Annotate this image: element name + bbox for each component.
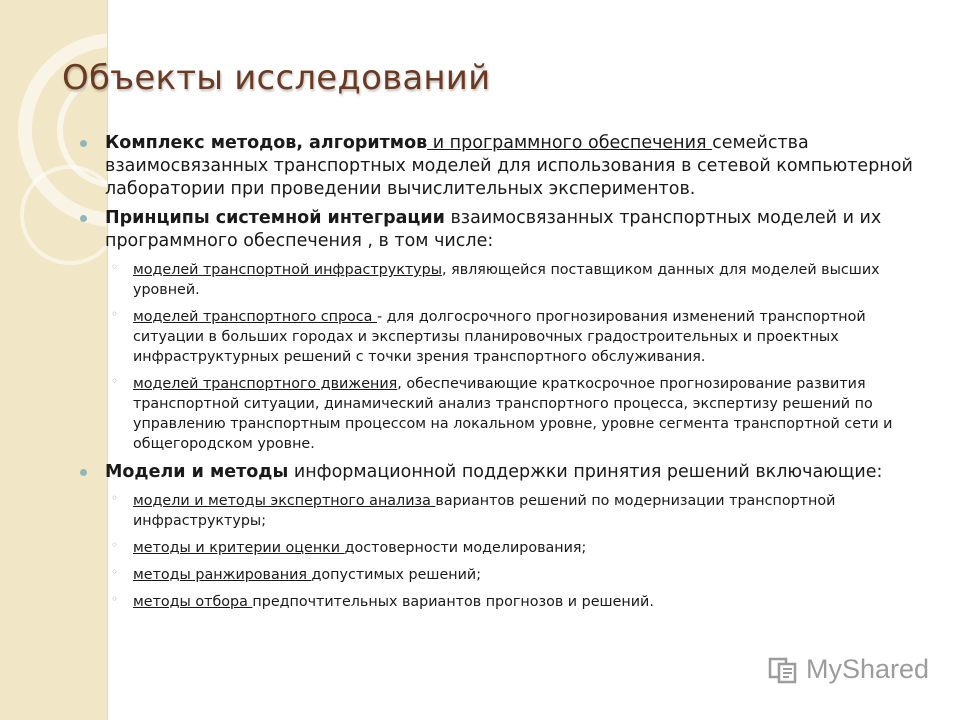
subitem-underlined-text: методы отбора — [133, 594, 253, 610]
bullet-text: взаимосвязанных транспортных моделей и их программного обеспечения , в том числе: — [105, 208, 882, 251]
subitem-underlined-text: методы и критерии оценки — [133, 540, 345, 556]
bullet-dot-icon — [80, 140, 87, 147]
bullet-dot-icon — [80, 215, 87, 222]
subitem-underlined-text: моделей транспортного движения — [133, 376, 398, 392]
ring-bullet-icon: ◦ — [111, 491, 119, 505]
subitem-underlined-text: методы ранжирования — [133, 567, 312, 583]
bullet-bold-text: Модели и методы — [105, 462, 289, 482]
ring-bullet-icon: ◦ — [111, 538, 119, 552]
myshared-logo-icon — [768, 656, 800, 684]
subitem-text: допустимых решений; — [311, 567, 482, 583]
bullet-system-integration — [80, 207, 930, 253]
subitem-text: достоверности моделирования; — [344, 540, 587, 556]
subitem-underlined-text: модели и методы экспертного анализа — [133, 493, 436, 509]
ring-bullet-icon: ◦ — [111, 307, 119, 321]
subitem-text: предпочтительных вариантов прогнозов и решений. — [252, 594, 654, 610]
bullet-underlined-text: и программного обеспечения — [427, 133, 713, 153]
subitem-infrastructure-models — [80, 260, 930, 300]
subitem-traffic-models — [80, 374, 930, 454]
subitem-underlined-text: моделей транспортного спроса — [133, 309, 377, 325]
bullet-text: семейства взаимосвязанных транспортных моделей для использования в сетевой компьютерной лаборатории при проведении вычислительных экспериментов. — [105, 133, 913, 199]
bullet-bold-text: Принципы системной интеграции — [105, 208, 445, 228]
subitem-ranking-methods — [80, 565, 930, 585]
watermark-text: MyShared — [806, 654, 930, 684]
subitem-text: , являющейся поставщиком данных для моделей высших уровней. — [133, 262, 880, 298]
subitem-underlined-text: моделей транспортной инфраструктуры — [133, 262, 442, 278]
subitem-expert-analysis — [80, 491, 930, 531]
subitem-demand-models — [80, 307, 930, 367]
ring-bullet-icon: ◦ — [111, 592, 119, 606]
bullet-dot-icon — [80, 469, 87, 476]
subitem-evaluation-criteria — [80, 538, 930, 558]
bullet-decision-support — [80, 461, 930, 484]
bullet-text: информационной поддержки принятия решений включающие: — [288, 462, 883, 482]
ring-bullet-icon: ◦ — [111, 260, 119, 274]
subitem-text: , обеспечивающие краткосрочное прогнозирование развития транспортной ситуации, динамический анализ транспортного процесса, экспертизу решений по управлению транспортным процессом на локальном уровне, уровне сегмента транспортной сети и общегородском уровне. — [133, 376, 893, 452]
subitem-text: - для долгосрочного прогнозирования изменений транспортной ситуации в больших городах и экспертизы планировочных градостроительных и проектных инфраструктурных решений с точки зрения транспортного обслуживания. — [133, 309, 866, 365]
slide-title: Объекты исследований — [62, 58, 491, 98]
ring-bullet-icon: ◦ — [111, 565, 119, 579]
bullet-bold-text: Комплекс методов, алгоритмов — [105, 133, 428, 153]
myshared-watermark — [768, 654, 929, 685]
subitem-selection-methods — [80, 592, 930, 612]
ring-bullet-icon: ◦ — [111, 374, 119, 388]
subitem-text: вариантов решений по модернизации транспортной инфраструктуры; — [133, 493, 836, 529]
slide-content — [80, 132, 930, 619]
bullet-complex-methods — [80, 132, 930, 201]
